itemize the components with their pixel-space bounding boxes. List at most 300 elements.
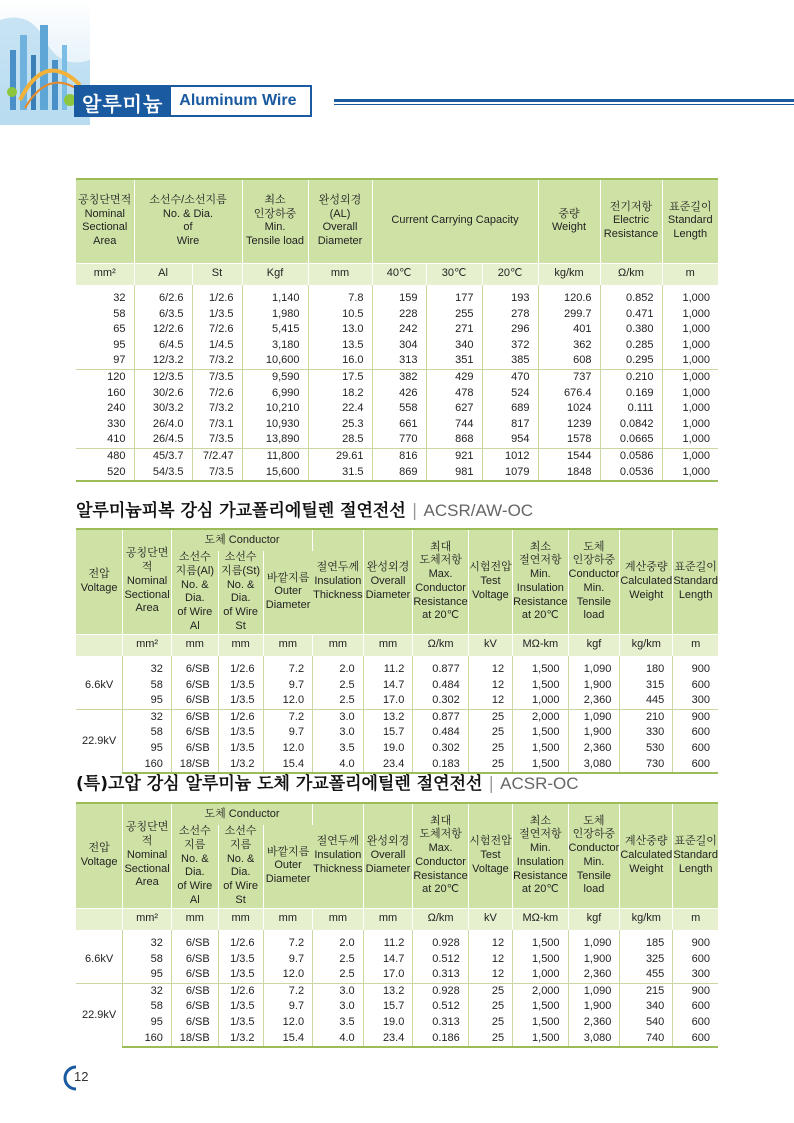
table-cell: 3,080 (568, 1031, 620, 1048)
table-cell: 2,000 (513, 983, 568, 999)
voltage-cell: 22.9kV (76, 983, 123, 1047)
unit-cell: 20℃ (482, 263, 538, 285)
table-cell: 351 (426, 353, 482, 369)
table-cell: 1/3.5 (218, 725, 263, 741)
unit-cell: MΩ-km (513, 634, 568, 656)
table-row (76, 322, 718, 338)
table-cell: 1,500 (513, 656, 568, 678)
header-rule (334, 99, 794, 102)
table-cell: 12/3.2 (134, 353, 192, 369)
table-row (76, 338, 718, 354)
table-cell: 1/3.5 (218, 693, 263, 709)
table-cell: 304 (372, 338, 426, 354)
table-cell: 3,180 (242, 338, 308, 354)
table-cell: 744 (426, 417, 482, 433)
table-cell: 600 (691, 741, 710, 754)
table-row (76, 307, 718, 323)
unit-cell: 40℃ (372, 263, 426, 285)
table-cell: 816 (372, 448, 426, 464)
table-cell: 97 (76, 353, 134, 369)
unit-cell: m (673, 634, 718, 656)
table-cell: 3.0 (313, 709, 364, 725)
unit-cell: mm (218, 908, 263, 930)
table-cell: 981 (426, 465, 482, 482)
unit-cell: mm (171, 634, 218, 656)
table-cell: 2,000 (513, 709, 568, 725)
table-cell: 1,000 (682, 354, 710, 367)
table-cell: 7.2 (263, 930, 313, 952)
table-cell: 921 (426, 448, 482, 464)
table-cell: 1/3.5 (218, 967, 263, 983)
table-cell: 30/3.2 (134, 401, 192, 417)
table-cell: 25 (468, 1031, 512, 1048)
table-cell: 315 (620, 678, 673, 694)
table-cell: 12/3.5 (134, 369, 192, 385)
table-cell: 900 (691, 663, 710, 675)
section-title-korean: 알루미늄피복 강심 가교폴리에틸렌 절연전선 (76, 501, 406, 521)
unit-cell: m (673, 908, 718, 930)
table-cell: 7/3.1 (192, 417, 242, 433)
table-cell: 0.111 (600, 401, 662, 417)
units-row (76, 908, 718, 930)
table-cell: 1/3.5 (218, 952, 263, 968)
table-cell: 530 (620, 741, 673, 757)
table-cell: 426 (372, 386, 426, 402)
header-diameter: 완성외경 (AL) Overall Diameter (308, 179, 372, 263)
header-max-resistance: 최대 도체저항 Max. Conductor Resistance at 20℃ (413, 529, 468, 634)
table-cell: 1,500 (513, 930, 568, 952)
table-cell: 215 (620, 983, 673, 999)
header-tensile: 도체 인장하중 Conductor Min. Tensile load (568, 803, 620, 908)
table-cell: 1/3.5 (192, 307, 242, 323)
table-cell: 740 (620, 1031, 673, 1048)
header-insulation: 절연두께 Insulation Thickness (313, 803, 364, 908)
unit-cell: mm (263, 634, 313, 656)
unit-cell: mm (313, 634, 364, 656)
table-cell: 520 (76, 465, 134, 482)
table-cell: 12.0 (263, 741, 313, 757)
unit-cell: Ω/km (413, 908, 468, 930)
table-cell: 9.7 (263, 999, 313, 1015)
table-cell: 868 (426, 432, 482, 448)
table-cell: 737 (538, 369, 600, 385)
table-cell: 869 (372, 465, 426, 482)
unit-cell: MΩ-km (513, 908, 568, 930)
table-cell: 6/SB (171, 999, 218, 1015)
table-cell: 3,080 (568, 757, 620, 774)
table-cell: 0.380 (600, 322, 662, 338)
table-cell: 1,090 (568, 656, 620, 678)
table-cell: 1,000 (682, 307, 710, 320)
table-cell: 12 (468, 967, 512, 983)
table-cell: 954 (482, 432, 538, 448)
header-voltage: 전압 Voltage (76, 529, 123, 634)
table-cell: 7.2 (263, 983, 313, 999)
table-cell: 524 (482, 386, 538, 402)
table-cell: 0.313 (413, 967, 468, 983)
table-cell: 180 (620, 656, 673, 678)
table-cell: 1,090 (568, 709, 620, 725)
table-cell: 0.0586 (600, 448, 662, 464)
table-cell: 0.285 (600, 338, 662, 354)
table-cell: 95 (123, 967, 172, 983)
table-cell: 12.0 (263, 967, 313, 983)
table-cell: 29.61 (308, 448, 372, 464)
table-cell: 0.313 (413, 1015, 468, 1031)
table-cell: 429 (426, 369, 482, 385)
header-wire: 소선수/소선지름 No. & Dia. of Wire (134, 179, 242, 263)
table-cell: 5,415 (242, 322, 308, 338)
table-cell: 1/2.6 (218, 983, 263, 999)
table-cell: 0.183 (413, 757, 468, 774)
header-overall: 완성외경 Overall Diameter (363, 529, 413, 634)
table-cell: 2,360 (568, 967, 620, 983)
header-voltage: 전압 Voltage (76, 803, 123, 908)
table-cell: 627 (426, 401, 482, 417)
unit-cell: mm (363, 908, 413, 930)
table-cell: 2,360 (568, 741, 620, 757)
table-cell: 30/2.6 (134, 386, 192, 402)
table-cell: 1,500 (513, 678, 568, 694)
table-cell: 1,000 (682, 417, 710, 430)
table-cell: 540 (620, 1015, 673, 1031)
table-cell: 1,500 (513, 999, 568, 1015)
header-conductor: 도체 Conductor (171, 529, 312, 551)
table-cell: 0.484 (413, 678, 468, 694)
table-cell: 1,900 (568, 725, 620, 741)
header-overall: 완성외경 Overall Diameter (363, 803, 413, 908)
table-cell: 19.0 (363, 1015, 413, 1031)
table-cell: 25 (468, 757, 512, 774)
table-row (76, 448, 718, 464)
voltage-cell: 22.9kV (76, 709, 123, 773)
table-cell: 1,000 (662, 448, 718, 464)
table-cell: 7/3.5 (192, 465, 242, 482)
table-cell: 210 (620, 709, 673, 725)
unit-cell: St (192, 263, 242, 285)
header-tensile: 도체 인장하중 Conductor Min. Tensile load (568, 529, 620, 634)
table-cell: 18/SB (171, 1031, 218, 1048)
table-cell: 6/3.5 (134, 307, 192, 323)
table-row (76, 386, 718, 402)
table-cell: 0.0665 (600, 432, 662, 448)
section-title-english: ACSR/AW-OC (423, 501, 534, 520)
table-cell: 3.5 (313, 1015, 364, 1031)
header-area: 공칭단면적 Nominal Sectional Area (123, 529, 172, 634)
table-cell: 15.4 (263, 1031, 313, 1048)
table-cell: 1/3.2 (218, 757, 263, 774)
table-cell: 12 (468, 656, 512, 678)
table-cell: 299.7 (538, 307, 600, 323)
table-cell: 1,980 (242, 307, 308, 323)
header-outer: 바깥지름 Outer Diameter (263, 825, 313, 908)
table-cell: 10.5 (308, 307, 372, 323)
unit-cell: kg/km (538, 263, 600, 285)
table-cell: 6/2.6 (134, 285, 192, 307)
table-cell: 13.0 (308, 322, 372, 338)
table-cell: 6/SB (171, 678, 218, 694)
page-header (0, 0, 794, 130)
table-cell: 17.0 (363, 693, 413, 709)
unit-cell: kV (468, 908, 512, 930)
unit-cell: mm (313, 908, 364, 930)
table-cell: 1,000 (513, 967, 568, 983)
table-cell: 1/2.6 (218, 930, 263, 952)
table-row (76, 930, 718, 952)
table-cell: 160 (123, 1031, 172, 1048)
header-tensile: 최소 인장하중 Min. Tensile load (242, 179, 308, 263)
header-length: 표준길이 Standard Length (673, 803, 718, 908)
table-cell: 9.7 (263, 725, 313, 741)
unit-cell (76, 634, 123, 656)
header-length: 표준길이 Standard Length (662, 179, 718, 263)
table-cell: 1,500 (513, 952, 568, 968)
table-cell: 25 (468, 1015, 512, 1031)
table-cell: 558 (372, 401, 426, 417)
table-cell: 13.2 (363, 709, 413, 725)
table-cell: 362 (538, 338, 600, 354)
table-row (76, 465, 718, 482)
header-area: 공칭단면적 Nominal Sectional Area (123, 803, 172, 908)
table-cell: 385 (482, 353, 538, 369)
table-cell: 6/SB (171, 930, 218, 952)
table-cell: 478 (426, 386, 482, 402)
table-cell: 1,500 (513, 741, 568, 757)
table-cell: 12 (468, 952, 512, 968)
table-cell: 6/SB (171, 725, 218, 741)
section-title-acsr-aw-oc (76, 496, 533, 521)
table-cell: 0.928 (413, 983, 468, 999)
voltage-cell: 6.6kV (76, 930, 123, 983)
table-cell: 0.877 (413, 656, 468, 678)
table-cell: 7/2.6 (192, 322, 242, 338)
table-cell: 22.4 (308, 401, 372, 417)
table-cell: 410 (76, 432, 134, 448)
table-cell: 0.852 (600, 285, 662, 307)
table-cell: 17.0 (363, 967, 413, 983)
table-row (76, 999, 718, 1015)
table-cell: 1,000 (662, 465, 718, 482)
table-cell: 330 (76, 417, 134, 433)
table-row (76, 401, 718, 417)
header-weight: 계산중량 Calculated Weight (620, 803, 673, 908)
table-cell: 2.5 (313, 952, 364, 968)
table-cell: 6/SB (171, 656, 218, 678)
aluminum-wire-table (76, 178, 718, 482)
table-cell: 7.8 (308, 285, 372, 307)
table-cell: 1/3.5 (218, 999, 263, 1015)
table-cell: 2,360 (568, 1015, 620, 1031)
table-cell: 7/2.47 (192, 448, 242, 464)
table-cell: 6/SB (171, 983, 218, 999)
voltage-cell: 6.6kV (76, 656, 123, 709)
table-cell: 32 (76, 285, 134, 307)
table-cell: 0.0842 (600, 417, 662, 433)
title-english-box (171, 85, 312, 117)
table-cell: 15.7 (363, 725, 413, 741)
table-cell: 15.4 (263, 757, 313, 774)
table-cell: 2.0 (313, 656, 364, 678)
table-cell: 10,210 (242, 401, 308, 417)
table-cell: 278 (482, 307, 538, 323)
table-cell: 54/3.5 (134, 465, 192, 482)
table-cell: 9.7 (263, 952, 313, 968)
table-cell: 1/3.5 (218, 1015, 263, 1031)
table-cell: 1,500 (513, 1031, 568, 1048)
table-cell: 0.484 (413, 725, 468, 741)
table-cell: 340 (426, 338, 482, 354)
table-row (76, 432, 718, 448)
table-row (76, 1031, 718, 1048)
table-cell: 1024 (538, 401, 600, 417)
table-cell: 185 (620, 930, 673, 952)
table-cell: 12 (468, 693, 512, 709)
table-cell: 228 (372, 307, 426, 323)
table-cell: 325 (620, 952, 673, 968)
table-cell: 32 (123, 709, 172, 725)
table-cell: 31.5 (308, 465, 372, 482)
table-cell: 15.7 (363, 999, 413, 1015)
header-rule-thin (334, 104, 794, 105)
header-area: 공칭단면적 Nominal Sectional Area (76, 179, 134, 263)
header-outer: 바깥지름 Outer Diameter (263, 551, 313, 634)
table-cell: 32 (123, 656, 172, 678)
table-cell: 1239 (538, 417, 600, 433)
header-max-resistance: 최대 도체저항 Max. Conductor Resistance at 20℃ (413, 803, 468, 908)
table-cell: 12.0 (263, 1015, 313, 1031)
header-title-box (74, 85, 312, 117)
table-cell: 600 (691, 952, 710, 965)
unit-cell: mm² (123, 908, 172, 930)
table-cell: 23.4 (363, 1031, 413, 1048)
table-cell: 730 (620, 757, 673, 774)
table-cell: 65 (76, 322, 134, 338)
unit-cell: 30℃ (426, 263, 482, 285)
table-cell: 0.512 (413, 999, 468, 1015)
table-cell: 13.5 (308, 338, 372, 354)
header-row (76, 803, 718, 825)
table-cell: 95 (76, 338, 134, 354)
table-cell: 25.3 (308, 417, 372, 433)
table-cell: 32 (123, 983, 172, 999)
table-cell: 1,000 (513, 693, 568, 709)
table-cell: 900 (691, 937, 710, 949)
table-cell: 16.0 (308, 353, 372, 369)
table-cell: 6/4.5 (134, 338, 192, 354)
table-cell: 1,090 (568, 983, 620, 999)
table-cell: 6/SB (171, 952, 218, 968)
unit-cell: kgf (568, 908, 620, 930)
header-weight: 중량 Weight (538, 179, 600, 263)
table-cell: 900 (673, 983, 718, 999)
section-title-english: ACSR-OC (500, 774, 579, 793)
table-cell: 401 (538, 322, 600, 338)
title-separator: | (488, 774, 495, 794)
table-cell: 32 (123, 930, 172, 952)
table-cell: 9,590 (242, 369, 308, 385)
header-min-insulation: 최소 절연저항 Min. Insulation Resistance at 20℃ (513, 529, 568, 634)
unit-cell: mm² (76, 263, 134, 285)
table-cell: 58 (123, 999, 172, 1015)
header-weight: 계산중량 Calculated Weight (620, 529, 673, 634)
table-cell: 58 (76, 307, 134, 323)
table-cell: 240 (76, 401, 134, 417)
table-cell: 600 (691, 726, 710, 739)
table-cell: 160 (123, 757, 172, 774)
table-cell: 58 (123, 678, 172, 694)
page-number-badge (62, 1064, 96, 1092)
table-cell: 0.295 (600, 353, 662, 369)
table-cell: 11.2 (363, 656, 413, 678)
unit-cell: Ω/km (413, 634, 468, 656)
table-cell: 11,800 (242, 448, 308, 464)
table-cell: 3.0 (313, 999, 364, 1015)
table-row (76, 369, 718, 385)
table-cell: 15,600 (242, 465, 308, 482)
units-row (76, 634, 718, 656)
header-conductor: 도체 Conductor (171, 803, 312, 825)
section-title-korean: (특)고압 강심 알루미늄 도체 가교폴리에틸렌 절연전선 (76, 774, 483, 794)
table-cell: 608 (538, 353, 600, 369)
table-cell: 12 (468, 678, 512, 694)
table-cell: 330 (620, 725, 673, 741)
table-cell: 1,000 (682, 386, 710, 399)
table-cell: 7.2 (263, 656, 313, 678)
table-cell: 17.5 (308, 369, 372, 385)
table-cell: 26/4.0 (134, 417, 192, 433)
table-row (76, 678, 718, 694)
table-cell: 7/3.5 (192, 432, 242, 448)
table-cell: 1,500 (513, 757, 568, 774)
header-test-voltage: 시험전압 Test Voltage (468, 529, 512, 634)
table-cell: 382 (372, 369, 426, 385)
table-cell: 661 (372, 417, 426, 433)
table-row (76, 983, 718, 999)
table-cell: 1,000 (682, 433, 710, 446)
table-cell: 1,500 (513, 725, 568, 741)
table-cell: 600 (673, 1031, 718, 1048)
table-row (76, 353, 718, 369)
table-cell: 0.186 (413, 1031, 468, 1048)
table-cell: 676.4 (538, 386, 600, 402)
table-cell: 14.7 (363, 952, 413, 968)
table-cell: 340 (620, 999, 673, 1015)
unit-cell: mm (308, 263, 372, 285)
table-cell: 2.0 (313, 930, 364, 952)
table-cell: 6/SB (171, 709, 218, 725)
table-cell: 0.512 (413, 952, 468, 968)
table-row (76, 967, 718, 983)
table-cell: 177 (426, 285, 482, 307)
table-cell: 1544 (538, 448, 600, 464)
table-cell: 7/3.2 (192, 353, 242, 369)
table-cell: 0.471 (600, 307, 662, 323)
section-title-acsr-oc (76, 769, 579, 794)
unit-cell: kg/km (620, 908, 673, 930)
table-cell: 193 (482, 285, 538, 307)
table-row (76, 725, 718, 741)
table-cell: 58 (123, 952, 172, 968)
table-cell: 600 (691, 678, 710, 691)
table-cell: 120 (76, 369, 134, 385)
table-cell: 817 (482, 417, 538, 433)
table-row (76, 656, 718, 678)
table-cell: 1/2.6 (218, 656, 263, 678)
table-cell: 1,000 (682, 323, 710, 336)
table-cell: 4.0 (313, 757, 364, 774)
table-cell: 18/SB (171, 757, 218, 774)
unit-cell: kg/km (620, 634, 673, 656)
